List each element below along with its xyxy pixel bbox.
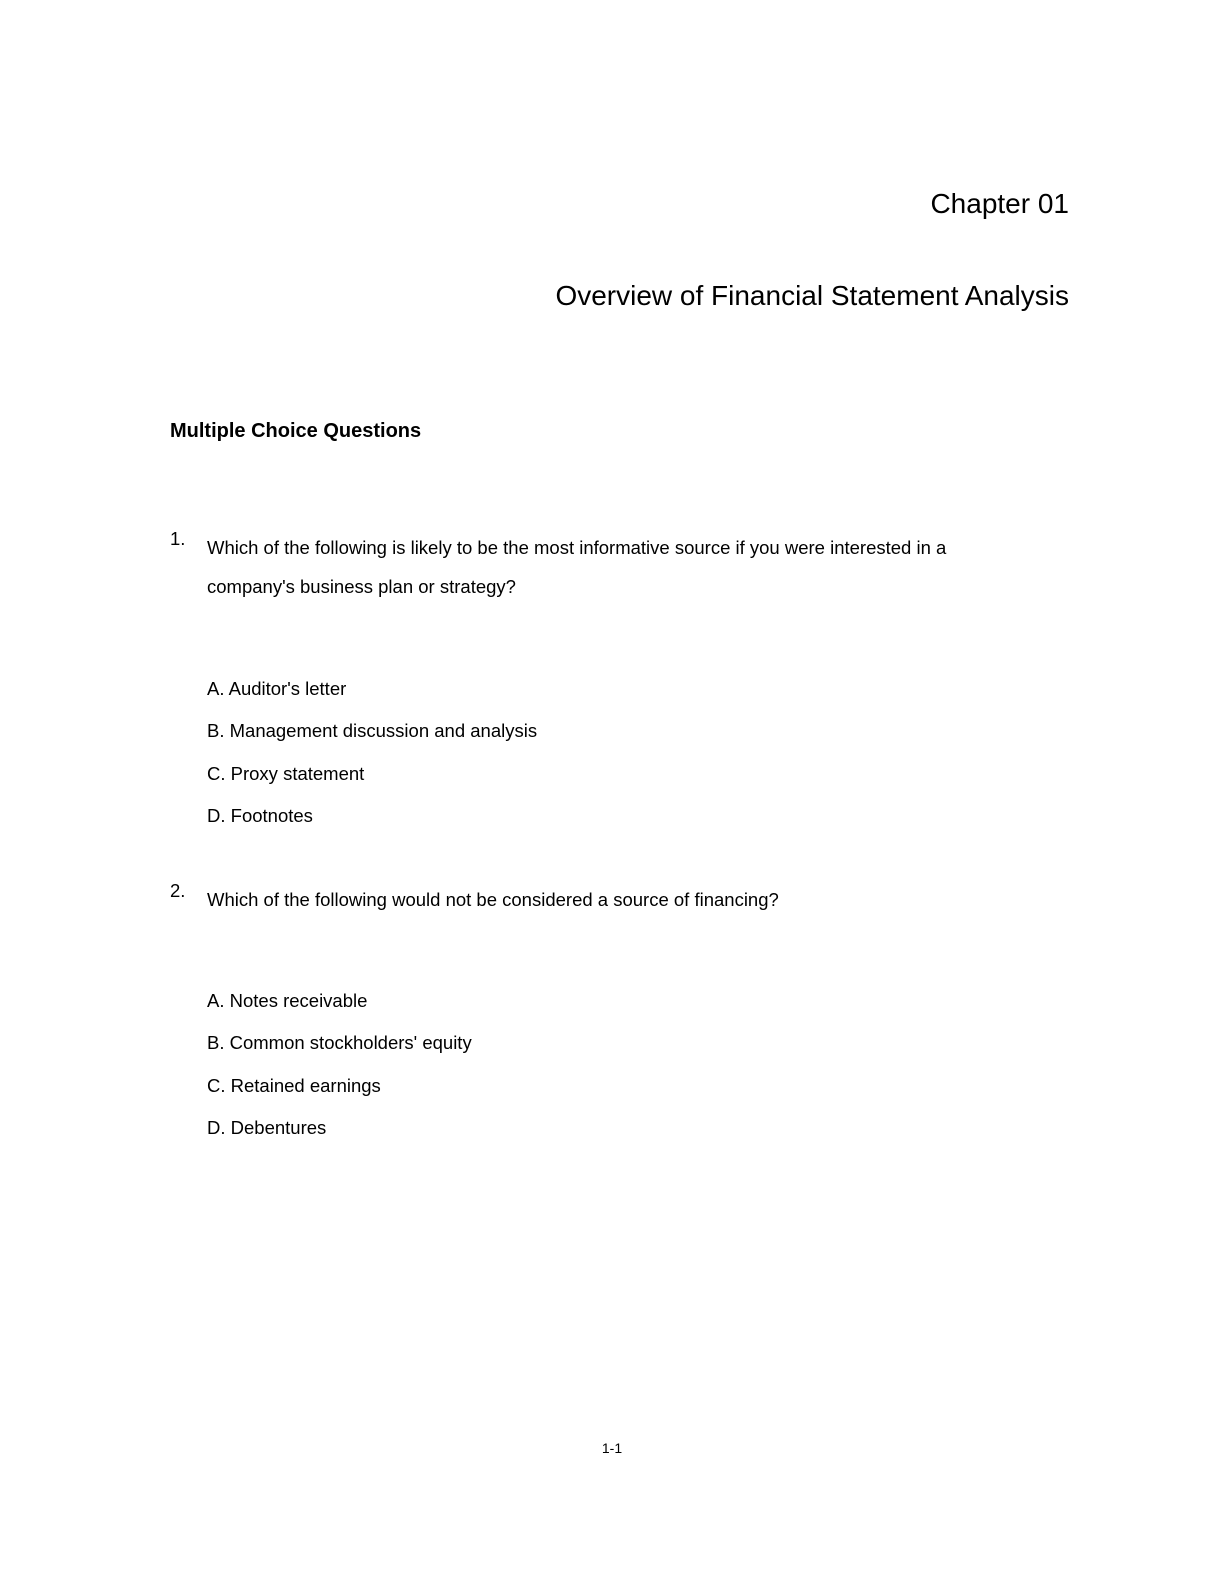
answer-choice: B. Management discussion and analysis xyxy=(207,720,538,741)
answer-choice: B. Common stockholders' equity xyxy=(207,1032,472,1053)
question-text xyxy=(207,880,1017,919)
chapter-label: Chapter 01 xyxy=(930,188,1069,219)
answer-choice: D. Footnotes xyxy=(207,805,313,826)
answer-choice: C. Retained earnings xyxy=(207,1075,381,1096)
answer-choice: D. Debentures xyxy=(207,1117,327,1138)
question-text xyxy=(207,528,1017,606)
question-number: 1. xyxy=(170,528,186,549)
question-text-line: company's business plan or strategy? xyxy=(207,576,516,597)
answer-choice: A. Auditor's letter xyxy=(207,678,347,699)
question-text-line: Which of the following would not be considered a source of financing? xyxy=(207,889,779,910)
page-number: 1-1 xyxy=(601,1440,623,1456)
question-number: 2. xyxy=(170,880,186,901)
section-heading: Multiple Choice Questions xyxy=(170,420,422,442)
answer-choice: A. Notes receivable xyxy=(207,990,368,1011)
answer-choice: C. Proxy statement xyxy=(207,763,365,784)
chapter-title: Overview of Financial Statement Analysis xyxy=(555,280,1069,311)
question-text-line: Which of the following is likely to be the most informative source if you were interested in a xyxy=(207,537,947,558)
